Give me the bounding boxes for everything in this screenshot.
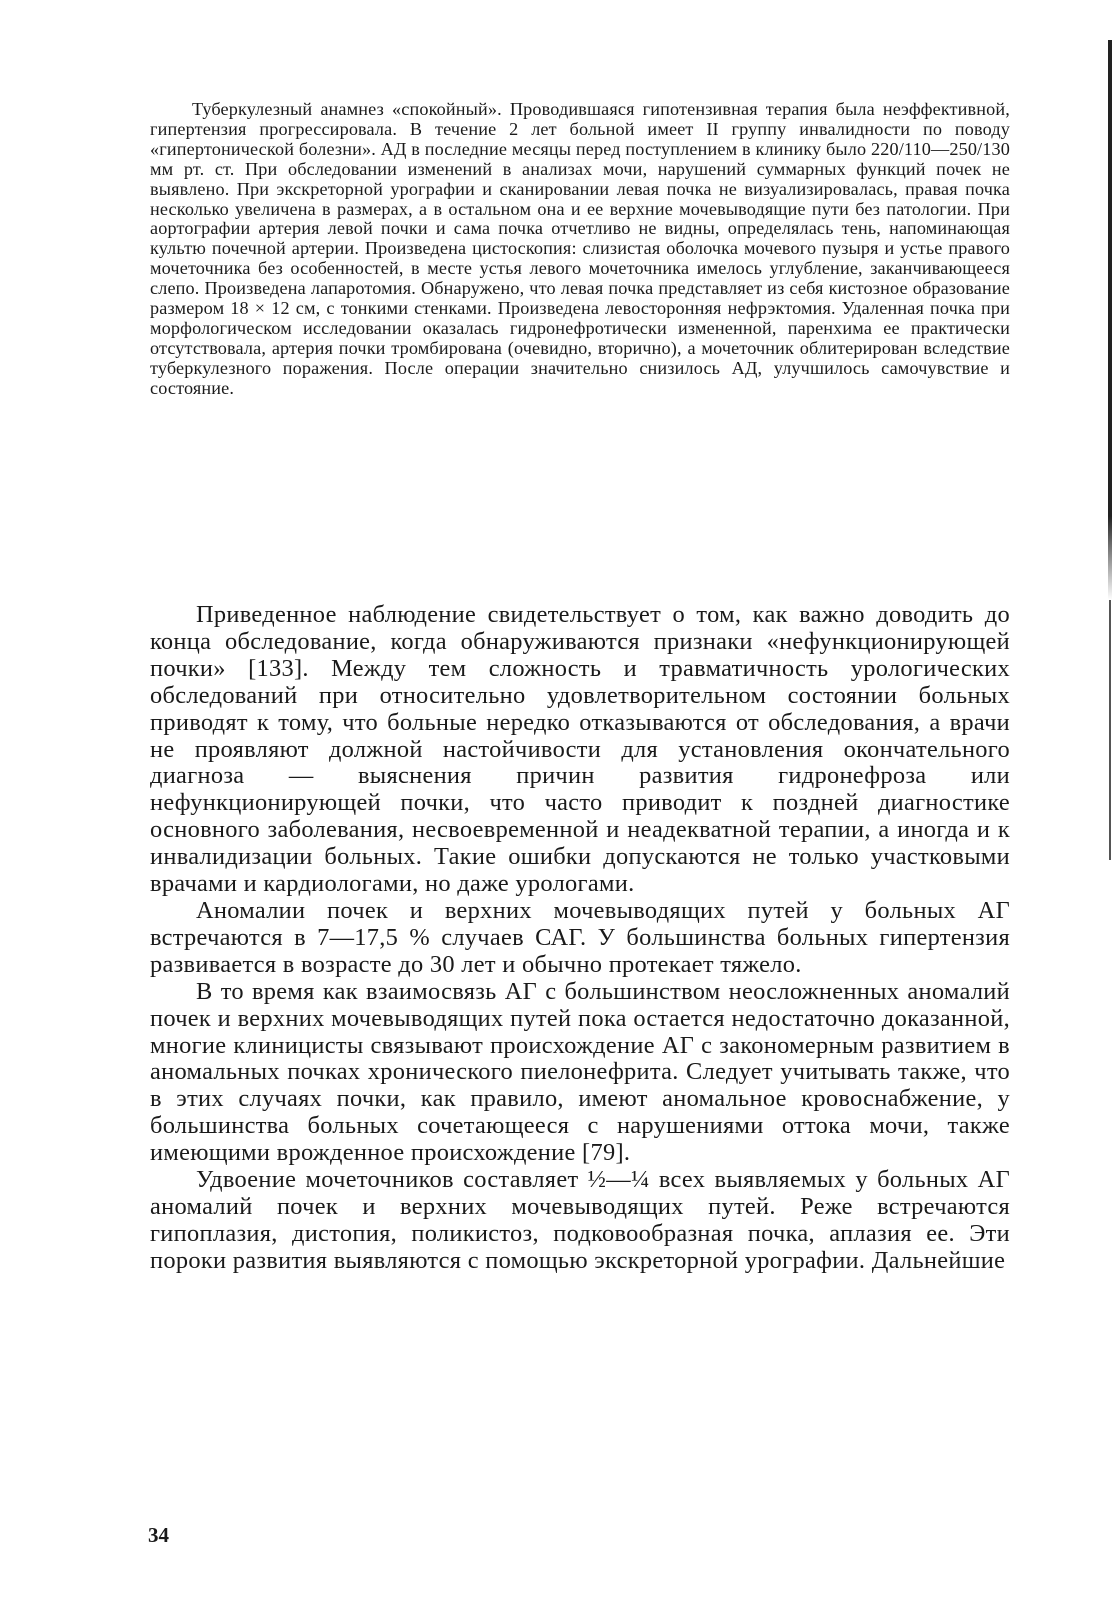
body-paragraph-3: В то время как взаимосвязь АГ с большинством неосложненных аномалий почек и верхних мочевыводящих путей пока остается недостаточно доказанной, многие клиницисты связывают происхождение АГ с закономерным развитием в аномальных почках хронического пиелонефрита. Следует учитывать также, что в этих случаях почки, как правило, имеют аномальное кровоснабжение, у большинства больных сочетающееся с нарушениями оттока мочи, также имеющими врожденное происхождение [79].: [150, 977, 1010, 1167]
body-paragraph-4: Удвоение мочеточников составляет ½—¼ всех выявляемых у больных АГ аномалий почек и верхних мочевыводящих путей. Реже встречаются гипоплазия, дистопия, поликистоз, подковообразная почка, аплазия ее. Эти пороки развития выявляются с помощью экскреторной урографии. Дальнейшие: [150, 1166, 1010, 1274]
body-paragraph-1: Приведенное наблюдение свидетельствует о том, как важно доводить до конца обследование, когда обнаруживаются признаки «нефункционирующей почки» [133]. Между тем сложность и травматичность урологических обследований при относительно удовлетворительном состоянии больных приводят к тому, что больные нередко отказываются от обследования, а врачи не проявляют должной настойчивости для установления окончательного диагноза — выяснения причин развития гидронефроза или нефункционирующей почки, что часто приводит к поздней диагностике основного заболевания, несвоевременной и неадекватной терапии, а иногда и к инвалидизации больных. Такие ошибки допускаются не только участковыми врачами и кардиологами, но даже урологами.: [150, 601, 1010, 898]
page-number: 34: [148, 1523, 169, 1547]
scan-edge-shadow-lower: [1109, 600, 1111, 860]
case-history-paragraph: Туберкулезный анамнез «спокойный». Проводившаяся гипотензивная терапия была неэффективной, гипертензия прогрессировала. В течение 2 лет больной имеет II группу инвалидности по поводу «гипертонической болезни». АД в последние месяцы перед поступлением в клинику было 220/110—250/130 мм рт. ст. При обследовании изменений в анализах мочи, нарушений суммарных функций почек не выявлено. При экскреторной урографии и сканировании левая почка не визуализировалась, правая почка несколько увеличена в размерах, а в остальном она и ее верхние мочевыводящие пути без патологии. При аортографии артерия левой почки и сама почка отчетливо не видны, определялась тень, напоминающая культю почечной артерии. Произведена цистоскопия: слизистая оболочка мочевого пузыря и устье правого мочеточника без особенностей, в месте устья левого мочеточника имелось углубление, заканчивающееся слепо. Произведена лапаротомия. Обнаружено, что левая почка представляет из себя кистозное образование размером 18 × 12 см, с тонкими стенками. Произведена левосторонняя нефрэктомия. Удаленная почка при морфологическом исследовании оказалась гидронефротически измененной, паренхима ее практически отсутствовала, артерия почки тромбирована (очевидно, вторично), а мочеточник облитерирован вследствие туберкулезного поражения. После операции значительно снизилось АД, улучшилось самочувствие и состояние.: [150, 99, 1010, 398]
main-text-body: [150, 602, 1010, 1275]
body-paragraph-2: Аномалии почек и верхних мочевыводящих путей у больных АГ встречаются в 7—17,5 % случаев САГ. У большинства больных гипертензия развивается в возрасте до 30 лет и обычно протекает тяжело.: [150, 896, 1010, 978]
scan-edge-shadow: [1108, 40, 1112, 600]
